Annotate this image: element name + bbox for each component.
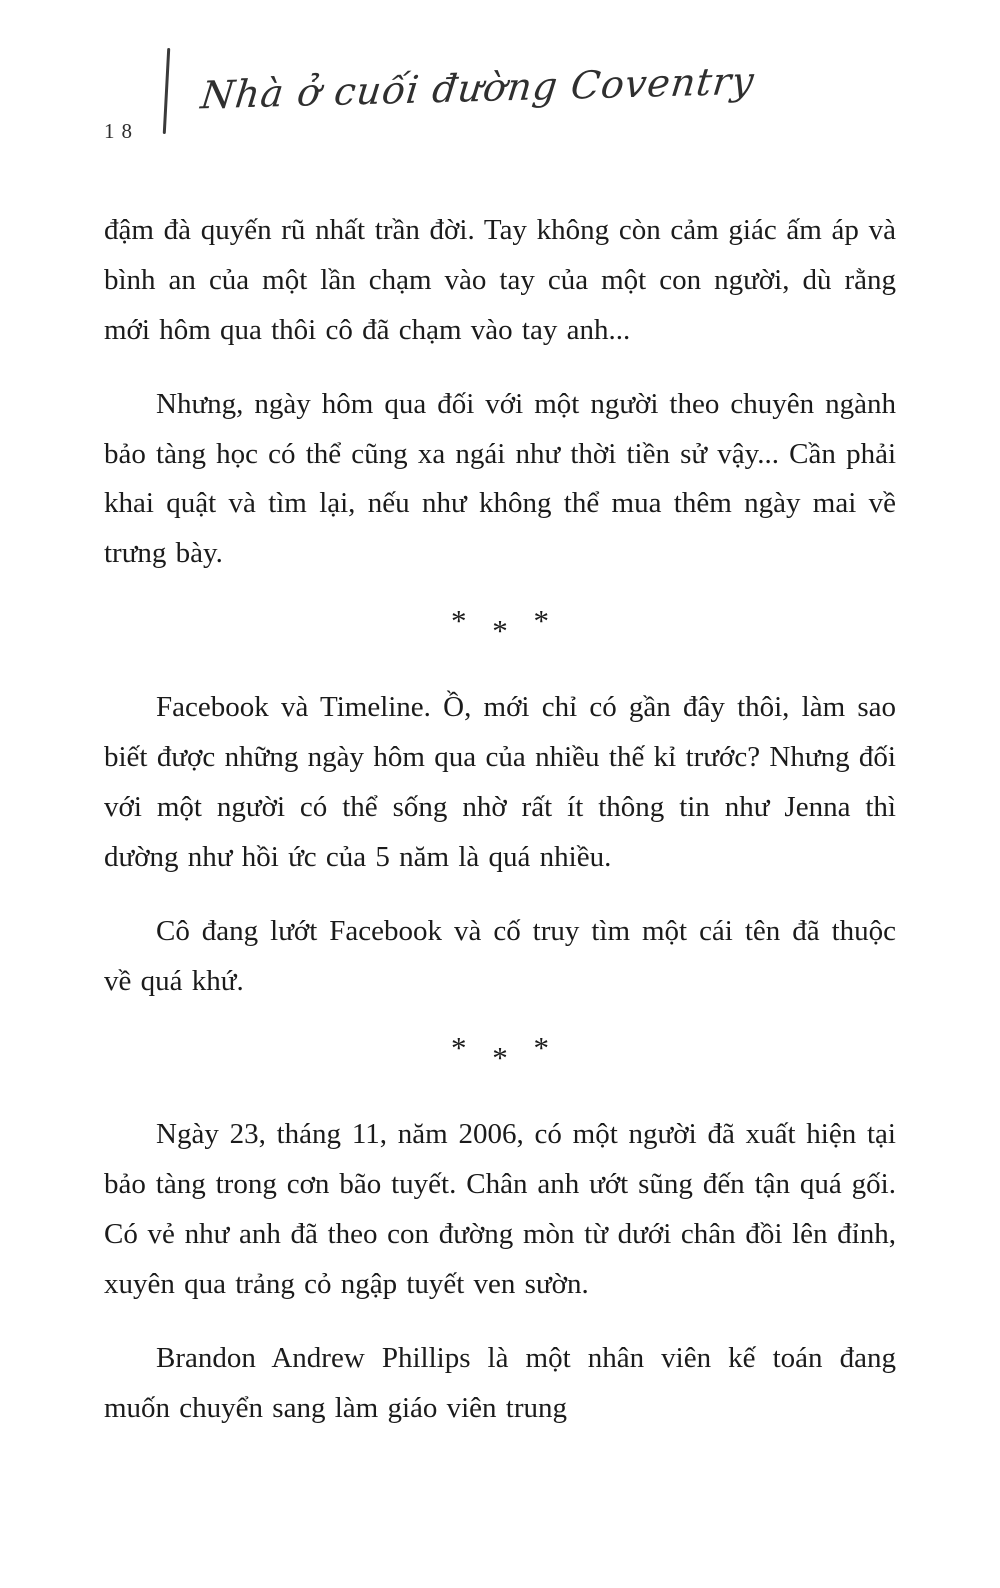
asterisk-icon: * — [492, 613, 508, 649]
paragraph: Cô đang lướt Facebook và cố truy tìm một cái tên đã thuộc về quá khứ. — [104, 914, 896, 997]
asterisk-icon: * — [533, 1030, 549, 1066]
asterisk-icon: * — [451, 1030, 467, 1066]
paragraph: Nhưng, ngày hôm qua đối với một người theo chuyên ngành bảo tàng học có thể cũng xa ngái như thời tiền sử vậy... Cần phải khai quật và tìm lại, nếu như không thể mua thêm ngày mai về trưng bày. — [104, 387, 896, 570]
paragraph: đậm đà quyến rũ nhất trần đời. Tay không còn cảm giác ấm áp và bình an của một lần chạm vào tay của một con người, dù rằng mới hôm qua thôi cô đã chạm vào tay anh... — [104, 214, 896, 346]
asterisk-icon: * — [492, 1040, 508, 1076]
page-number: 18 — [104, 119, 139, 143]
running-header-title: Nhà ở cuối đường Coventry — [198, 58, 757, 118]
section-separator — [104, 1030, 896, 1092]
asterisk-icon: * — [451, 603, 467, 639]
paragraph: Facebook và Timeline. Ồ, mới chỉ có gần đây thôi, làm sao biết được những ngày hôm qua của nhiều thế kỉ trước? Nhưng đối với một người có thể sống nhờ rất ít thông tin như Jenna thì dường như hồi ức của 5 năm là quá nhiều. — [104, 691, 896, 873]
page-header — [104, 48, 896, 158]
page-body — [104, 206, 896, 1434]
header-divider-line — [163, 48, 170, 134]
paragraph: Brandon Andrew Phillips là một nhân viên kế toán đang muốn chuyển sang làm giáo viên trung — [104, 1341, 896, 1424]
section-separator — [104, 603, 896, 665]
paragraph: Ngày 23, tháng 11, năm 2006, có một người đã xuất hiện tại bảo tàng trong cơn bão tuyết. Chân anh ướt sũng đến tận quá gối. Có vẻ như anh đã theo con đường mòn từ dưới chân đồi lên đỉnh, xuyên qua trảng cỏ ngập tuyết ven sườn. — [104, 1118, 896, 1300]
asterisk-icon: * — [533, 603, 549, 639]
